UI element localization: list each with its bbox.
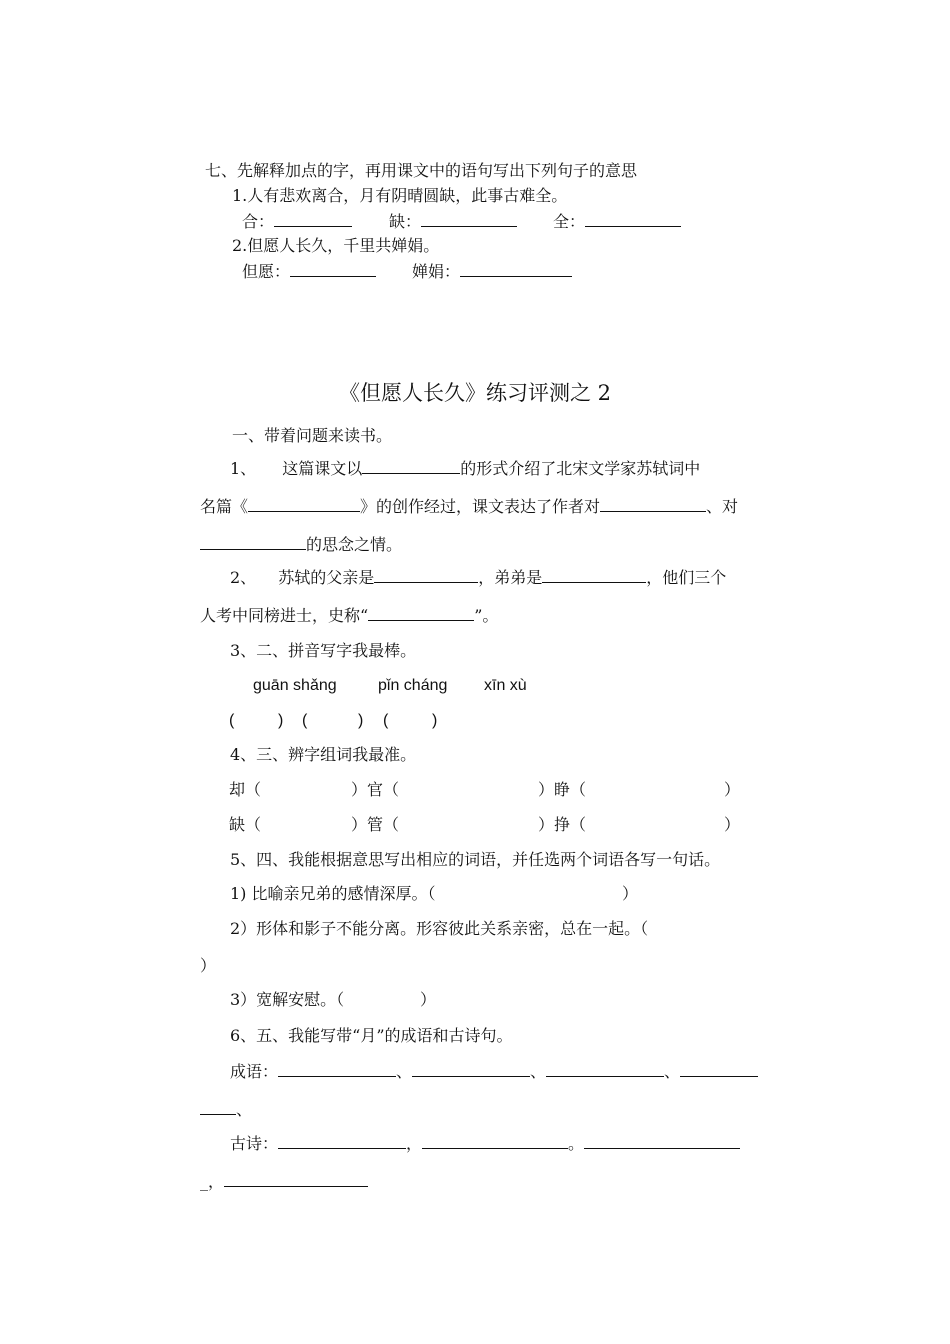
separator: 、 <box>530 1062 547 1081</box>
bracket-close: ） <box>200 956 217 975</box>
field-label: 全： <box>553 212 586 231</box>
answer-blank[interactable] <box>274 212 352 227</box>
char-item: ）睁（ <box>538 780 587 799</box>
field-label: 但愿： <box>242 262 291 281</box>
question-text: 1) 比喻亲兄弟的感情深厚。（ <box>230 884 436 903</box>
separator: 、 <box>396 1062 413 1081</box>
answer-blank[interactable] <box>584 1134 740 1149</box>
section-heading: 一、带着问题来读书。 <box>232 426 393 445</box>
char-item: ）挣（ <box>538 815 587 834</box>
section-heading: 4、三、辨字组词我最准。 <box>230 745 417 764</box>
field-label: 合： <box>242 212 275 231</box>
field-label: 古诗： <box>230 1134 279 1153</box>
answer-blank[interactable] <box>460 262 572 277</box>
answer-blank[interactable] <box>421 212 517 227</box>
bracket-open: ( <box>302 712 308 729</box>
question-text: 的思念之情。 <box>306 535 403 554</box>
answer-blank[interactable] <box>600 497 706 512</box>
answer-blank[interactable] <box>362 459 460 474</box>
answer-blank[interactable] <box>374 568 478 583</box>
bracket-close: ) <box>432 712 438 729</box>
poem-row-cont <box>200 1172 368 1192</box>
question-text: ，弟弟是 <box>478 568 543 587</box>
answer-blank[interactable] <box>278 1062 396 1077</box>
question-text: 的形式介绍了北宋文学家苏轼词中 <box>460 459 701 478</box>
char-item: ）管（ <box>351 815 400 834</box>
answer-blank[interactable] <box>278 1134 406 1149</box>
answer-blank[interactable] <box>546 1062 664 1077</box>
question-text: 2）形体和影子不能分离。形容彼此关系亲密，总在一起。（ <box>230 919 649 938</box>
question-text: 苏轼的父亲是 <box>278 568 375 587</box>
char-item: ） <box>724 815 741 834</box>
field-label: 缺： <box>389 212 422 231</box>
section-heading: 6、五、我能写带“月”的成语和古诗句。 <box>230 1026 513 1045</box>
question-line <box>200 606 498 626</box>
char-item: 却（ <box>229 780 262 799</box>
answer-blank[interactable] <box>368 606 474 621</box>
question-text: 》的创作经过，课文表达了作者对 <box>360 497 601 516</box>
question-text: 1.人有悲欢离合，月有阴晴圆缺，此事古难全。 <box>232 186 568 205</box>
separator: 、 <box>236 1100 253 1119</box>
separator: ， <box>406 1134 423 1153</box>
poem-row <box>230 1134 740 1154</box>
question-line <box>200 535 402 555</box>
question-line <box>230 459 700 479</box>
question-text: ”。 <box>474 606 499 625</box>
pinyin-item: xīn xù <box>484 677 527 694</box>
answer-blank[interactable] <box>200 1100 236 1115</box>
separator: 。 <box>568 1134 585 1153</box>
answer-blank[interactable] <box>224 1172 368 1187</box>
answer-row <box>242 262 572 282</box>
separator: _， <box>200 1172 225 1191</box>
answer-blank[interactable] <box>542 568 646 583</box>
answer-row <box>242 212 681 232</box>
pinyin-item: pǐn cháng <box>378 677 448 694</box>
question-text: 这篇课文以 <box>282 459 363 478</box>
question-text: 2.但愿人长久，千里共婵娟。 <box>232 236 440 255</box>
char-item: 缺（ <box>229 815 262 834</box>
question-text: 、对 <box>706 497 739 516</box>
pinyin-item: guān shǎng <box>253 677 337 694</box>
bracket-open: ( <box>383 712 389 729</box>
bracket-open: ( <box>229 712 235 729</box>
answer-blank[interactable] <box>412 1062 530 1077</box>
answer-blank[interactable] <box>680 1062 758 1077</box>
char-item: ） <box>724 780 741 799</box>
bracket-close: ） <box>622 884 639 903</box>
section-heading: 5、四、我能根据意思写出相应的词语，并任选两个词语各写一句话。 <box>230 850 721 869</box>
field-label: 婵娟： <box>412 262 461 281</box>
question-text: ，他们三个 <box>646 568 727 587</box>
answer-blank[interactable] <box>585 212 681 227</box>
question-text: 3）宽解安慰。（ <box>230 990 345 1009</box>
separator: 、 <box>664 1062 681 1081</box>
question-line <box>230 568 726 588</box>
section-heading: 3、二、拼音写字我最棒。 <box>230 641 417 660</box>
answer-blank[interactable] <box>248 497 360 512</box>
bracket-close: ） <box>420 990 437 1009</box>
bracket-close: ) <box>358 712 364 729</box>
char-item: ）官（ <box>351 780 400 799</box>
idiom-row <box>230 1062 758 1082</box>
field-label: 成语： <box>230 1062 279 1081</box>
question-number: 1、 <box>230 459 257 478</box>
idiom-row-cont <box>200 1100 252 1120</box>
question-line <box>200 497 738 517</box>
question-text: 名篇《 <box>200 497 249 516</box>
section-heading: 七、先解释加点的字，再用课文中的语句写出下列句子的意思 <box>205 161 638 180</box>
bracket-close: ) <box>278 712 284 729</box>
answer-blank[interactable] <box>200 535 306 550</box>
answer-blank[interactable] <box>290 262 376 277</box>
answer-blank[interactable] <box>422 1134 568 1149</box>
question-text: 人考中同榜进士，史称“ <box>200 606 369 625</box>
page-title: 《但愿人长久》练习评测之 2 <box>338 381 612 405</box>
question-number: 2、 <box>230 568 257 587</box>
